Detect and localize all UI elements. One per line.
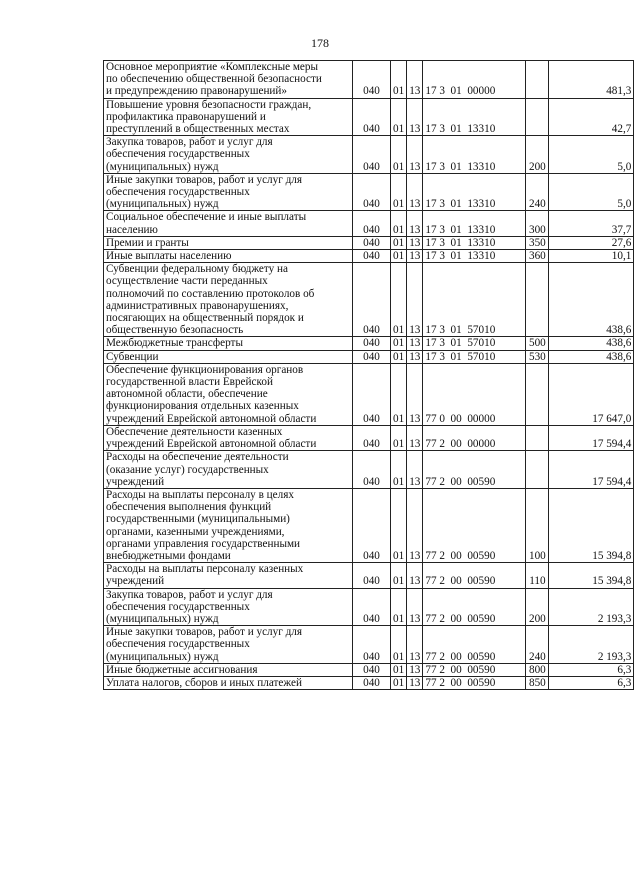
row-name-line: (муниципальных) нужд — [106, 612, 219, 625]
expense-type-cell: 800 — [526, 663, 549, 676]
expense-type-cell: 350 — [526, 236, 549, 249]
row-name-line: Иные выплаты населению — [106, 250, 232, 263]
admin-code-cell: 040 — [353, 98, 391, 136]
amount-cell: 2 193,3 — [549, 588, 634, 626]
row-name-line: полномочий по составлению протоколов об — [106, 287, 315, 300]
row-name-line: Субвенции федеральному бюджету на — [106, 263, 288, 276]
section-code-cell: 01 — [391, 136, 407, 174]
admin-code-cell: 040 — [353, 363, 391, 425]
amount-cell: 438,6 — [549, 263, 634, 337]
amount-cell: 5,0 — [549, 173, 634, 211]
expense-type-cell — [526, 425, 549, 450]
page-number: 178 — [311, 36, 329, 50]
row-name-line: (муниципальных) нужд — [106, 198, 219, 211]
row-name-line: обеспечения государственных — [106, 186, 250, 199]
row-name-line: населению — [106, 223, 158, 236]
amount-cell: 10,1 — [549, 250, 634, 263]
row-name-cell — [104, 211, 353, 236]
row-name-line: по обеспечению общественной безопасности — [106, 73, 322, 86]
subsection-code-cell: 13 — [407, 676, 423, 689]
target-article-cell: 77 2 00 00590 — [423, 663, 526, 676]
subsection-code-cell: 13 — [407, 236, 423, 249]
row-name-line: (муниципальных) нужд — [106, 160, 219, 173]
expense-type-cell: 850 — [526, 676, 549, 689]
expense-type-cell: 240 — [526, 626, 549, 664]
row-name-line: Обеспечение деятельности казенных — [106, 425, 283, 438]
table-row — [104, 337, 634, 350]
row-name-line: (оказание услуг) государственных — [106, 463, 269, 476]
target-article-cell: 77 0 00 00000 — [423, 363, 526, 425]
row-name-cell — [104, 676, 353, 689]
subsection-code-cell: 13 — [407, 363, 423, 425]
amount-cell: 37,7 — [549, 211, 634, 236]
row-name-line: посягающих на общественный порядок и — [106, 312, 304, 325]
subsection-code-cell: 13 — [407, 451, 423, 489]
amount-cell: 438,6 — [549, 350, 634, 363]
admin-code-cell: 040 — [353, 425, 391, 450]
row-name-line: Расходы на обеспечение деятельности — [106, 451, 289, 464]
expense-type-cell: 200 — [526, 588, 549, 626]
table-row — [104, 626, 634, 664]
admin-code-cell: 040 — [353, 263, 391, 337]
row-name-line: Социальное обеспечение и иные выплаты — [106, 211, 307, 224]
row-name-cell — [104, 363, 353, 425]
subsection-code-cell: 13 — [407, 98, 423, 136]
table-row — [104, 425, 634, 450]
row-name-line: государственными (муниципальными) — [106, 513, 290, 526]
amount-cell: 17 594,4 — [549, 425, 634, 450]
target-article-cell: 77 2 00 00590 — [423, 676, 526, 689]
row-name-line: и предупреждению правонарушений» — [106, 85, 288, 98]
expense-type-cell: 100 — [526, 488, 549, 562]
table-row — [104, 98, 634, 136]
row-name-line: Расходы на выплаты персоналу в целях — [106, 488, 294, 501]
table-row — [104, 663, 634, 676]
subsection-code-cell: 13 — [407, 173, 423, 211]
row-name-cell — [104, 263, 353, 337]
row-name-line: обеспечения государственных — [106, 148, 250, 161]
subsection-code-cell: 13 — [407, 663, 423, 676]
row-name-cell — [104, 626, 353, 664]
section-code-cell: 01 — [391, 263, 407, 337]
subsection-code-cell: 13 — [407, 350, 423, 363]
row-name-line: учреждений — [106, 475, 165, 488]
subsection-code-cell: 13 — [407, 488, 423, 562]
admin-code-cell: 040 — [353, 588, 391, 626]
subsection-code-cell: 13 — [407, 136, 423, 174]
row-name-line: Закупка товаров, работ и услуг для — [106, 588, 273, 601]
amount-cell: 6,3 — [549, 663, 634, 676]
section-code-cell: 01 — [391, 626, 407, 664]
table-row — [104, 236, 634, 249]
expense-type-cell: 300 — [526, 211, 549, 236]
row-name-line: Основное мероприятие «Комплексные меры — [106, 61, 319, 73]
table-row — [104, 136, 634, 174]
expense-type-cell — [526, 451, 549, 489]
row-name-line: преступлений в общественных местах — [106, 123, 290, 136]
expense-type-cell — [526, 98, 549, 136]
amount-cell: 6,3 — [549, 676, 634, 689]
table-row — [104, 263, 634, 337]
row-name-line: Иные закупки товаров, работ и услуг для — [106, 173, 303, 186]
row-name-line: Расходы на выплаты персоналу казенных — [106, 563, 304, 576]
row-name-line: государственной власти Еврейской — [106, 376, 273, 389]
section-code-cell: 01 — [391, 173, 407, 211]
target-article-cell: 17 3 01 00000 — [423, 61, 526, 99]
row-name-cell — [104, 663, 353, 676]
section-code-cell: 01 — [391, 451, 407, 489]
target-article-cell: 17 3 01 13310 — [423, 211, 526, 236]
target-article-cell: 17 3 01 57010 — [423, 263, 526, 337]
expense-type-cell: 110 — [526, 563, 549, 588]
row-name-line: обеспечения государственных — [106, 638, 250, 651]
row-name-line: административных правонарушениях, — [106, 299, 289, 312]
target-article-cell: 17 3 01 57010 — [423, 350, 526, 363]
amount-cell: 15 394,8 — [549, 488, 634, 562]
table-row — [104, 563, 634, 588]
amount-cell: 17 594,4 — [549, 451, 634, 489]
row-name-line: общественную безопасность — [106, 324, 244, 337]
budget-table-body — [104, 61, 634, 690]
amount-cell: 17 647,0 — [549, 363, 634, 425]
admin-code-cell: 040 — [353, 451, 391, 489]
section-code-cell: 01 — [391, 337, 407, 350]
row-name-line: Повышение уровня безопасности граждан, — [106, 98, 312, 111]
admin-code-cell: 040 — [353, 663, 391, 676]
admin-code-cell: 040 — [353, 676, 391, 689]
section-code-cell: 01 — [391, 250, 407, 263]
subsection-code-cell: 13 — [407, 263, 423, 337]
section-code-cell: 01 — [391, 663, 407, 676]
section-code-cell: 01 — [391, 588, 407, 626]
row-name-cell — [104, 488, 353, 562]
expense-type-cell: 500 — [526, 337, 549, 350]
target-article-cell: 77 2 00 00590 — [423, 626, 526, 664]
table-row — [104, 588, 634, 626]
row-name-line: автономной области, обеспечение — [106, 388, 268, 401]
row-name-line: Закупка товаров, работ и услуг для — [106, 136, 273, 149]
row-name-cell — [104, 236, 353, 249]
table-row — [104, 250, 634, 263]
target-article-cell: 17 3 01 13310 — [423, 236, 526, 249]
row-name-line: внебюджетными фондами — [106, 549, 231, 562]
subsection-code-cell: 13 — [407, 337, 423, 350]
row-name-line: органами, казенными учреждениями, — [106, 525, 285, 538]
row-name-cell — [104, 588, 353, 626]
admin-code-cell: 040 — [353, 337, 391, 350]
row-name-line: Премии и гранты — [106, 236, 189, 249]
row-name-cell — [104, 425, 353, 450]
amount-cell: 5,0 — [549, 136, 634, 174]
row-name-line: обеспечения государственных — [106, 600, 250, 613]
admin-code-cell: 040 — [353, 488, 391, 562]
section-code-cell: 01 — [391, 350, 407, 363]
row-name-line: осуществление части переданных — [106, 275, 268, 288]
subsection-code-cell: 13 — [407, 211, 423, 236]
row-name-cell — [104, 136, 353, 174]
expense-type-cell — [526, 363, 549, 425]
section-code-cell: 01 — [391, 61, 407, 99]
admin-code-cell: 040 — [353, 136, 391, 174]
expense-type-cell — [526, 61, 549, 99]
row-name-line: (муниципальных) нужд — [106, 650, 219, 663]
subsection-code-cell: 13 — [407, 563, 423, 588]
row-name-line: Уплата налогов, сборов и иных платежей — [106, 676, 302, 689]
amount-cell: 481,3 — [549, 61, 634, 99]
expense-type-cell: 240 — [526, 173, 549, 211]
admin-code-cell: 040 — [353, 563, 391, 588]
section-code-cell: 01 — [391, 211, 407, 236]
table-row — [104, 451, 634, 489]
table-row — [104, 676, 634, 689]
row-name-cell — [104, 61, 353, 99]
target-article-cell: 17 3 01 57010 — [423, 337, 526, 350]
admin-code-cell: 040 — [353, 236, 391, 249]
table-row — [104, 488, 634, 562]
expense-type-cell: 360 — [526, 250, 549, 263]
admin-code-cell: 040 — [353, 61, 391, 99]
section-code-cell: 01 — [391, 98, 407, 136]
row-name-cell — [104, 451, 353, 489]
amount-cell: 42,7 — [549, 98, 634, 136]
subsection-code-cell: 13 — [407, 626, 423, 664]
target-article-cell: 17 3 01 13310 — [423, 250, 526, 263]
row-name-line: функционирования отдельных казенных — [106, 400, 299, 413]
row-name-line: учреждений — [106, 575, 165, 588]
amount-cell: 27,6 — [549, 236, 634, 249]
row-name-cell — [104, 350, 353, 363]
target-article-cell: 77 2 00 00590 — [423, 588, 526, 626]
amount-cell: 2 193,3 — [549, 626, 634, 664]
row-name-line: Субвенции — [106, 350, 159, 363]
row-name-line: Межбюджетные трансферты — [106, 337, 243, 350]
admin-code-cell: 040 — [353, 211, 391, 236]
target-article-cell: 77 2 00 00590 — [423, 563, 526, 588]
budget-table — [103, 60, 634, 690]
row-name-line: учреждений Еврейской автономной области — [106, 412, 317, 425]
admin-code-cell: 040 — [353, 626, 391, 664]
row-name-line: профилактика правонарушений и — [106, 110, 266, 123]
row-name-line: Иные закупки товаров, работ и услуг для — [106, 626, 303, 639]
target-article-cell: 77 2 00 00590 — [423, 451, 526, 489]
target-article-cell: 17 3 01 13310 — [423, 136, 526, 174]
admin-code-cell: 040 — [353, 250, 391, 263]
table-row — [104, 61, 634, 99]
section-code-cell: 01 — [391, 425, 407, 450]
row-name-line: обеспечения выполнения функций — [106, 501, 272, 514]
row-name-line: учреждений Еврейской автономной области — [106, 438, 317, 451]
section-code-cell: 01 — [391, 563, 407, 588]
target-article-cell: 17 3 01 13310 — [423, 173, 526, 211]
row-name-cell — [104, 98, 353, 136]
table-row — [104, 350, 634, 363]
table-row — [104, 363, 634, 425]
section-code-cell: 01 — [391, 488, 407, 562]
expense-type-cell: 200 — [526, 136, 549, 174]
target-article-cell: 17 3 01 13310 — [423, 98, 526, 136]
row-name-line: органами управления государственными — [106, 537, 301, 550]
table-row — [104, 173, 634, 211]
expense-type-cell: 530 — [526, 350, 549, 363]
section-code-cell: 01 — [391, 676, 407, 689]
section-code-cell: 01 — [391, 363, 407, 425]
subsection-code-cell: 13 — [407, 61, 423, 99]
amount-cell: 438,6 — [549, 337, 634, 350]
row-name-line: Иные бюджетные ассигнования — [106, 663, 258, 676]
table-row — [104, 211, 634, 236]
expense-type-cell — [526, 263, 549, 337]
row-name-line: Обеспечение функционирования органов — [106, 363, 304, 376]
target-article-cell: 77 2 00 00590 — [423, 488, 526, 562]
subsection-code-cell: 13 — [407, 588, 423, 626]
subsection-code-cell: 13 — [407, 250, 423, 263]
row-name-cell — [104, 337, 353, 350]
section-code-cell: 01 — [391, 236, 407, 249]
admin-code-cell: 040 — [353, 173, 391, 211]
amount-cell: 15 394,8 — [549, 563, 634, 588]
target-article-cell: 77 2 00 00000 — [423, 425, 526, 450]
subsection-code-cell: 13 — [407, 425, 423, 450]
admin-code-cell: 040 — [353, 350, 391, 363]
row-name-cell — [104, 250, 353, 263]
row-name-cell — [104, 563, 353, 588]
row-name-cell — [104, 173, 353, 211]
